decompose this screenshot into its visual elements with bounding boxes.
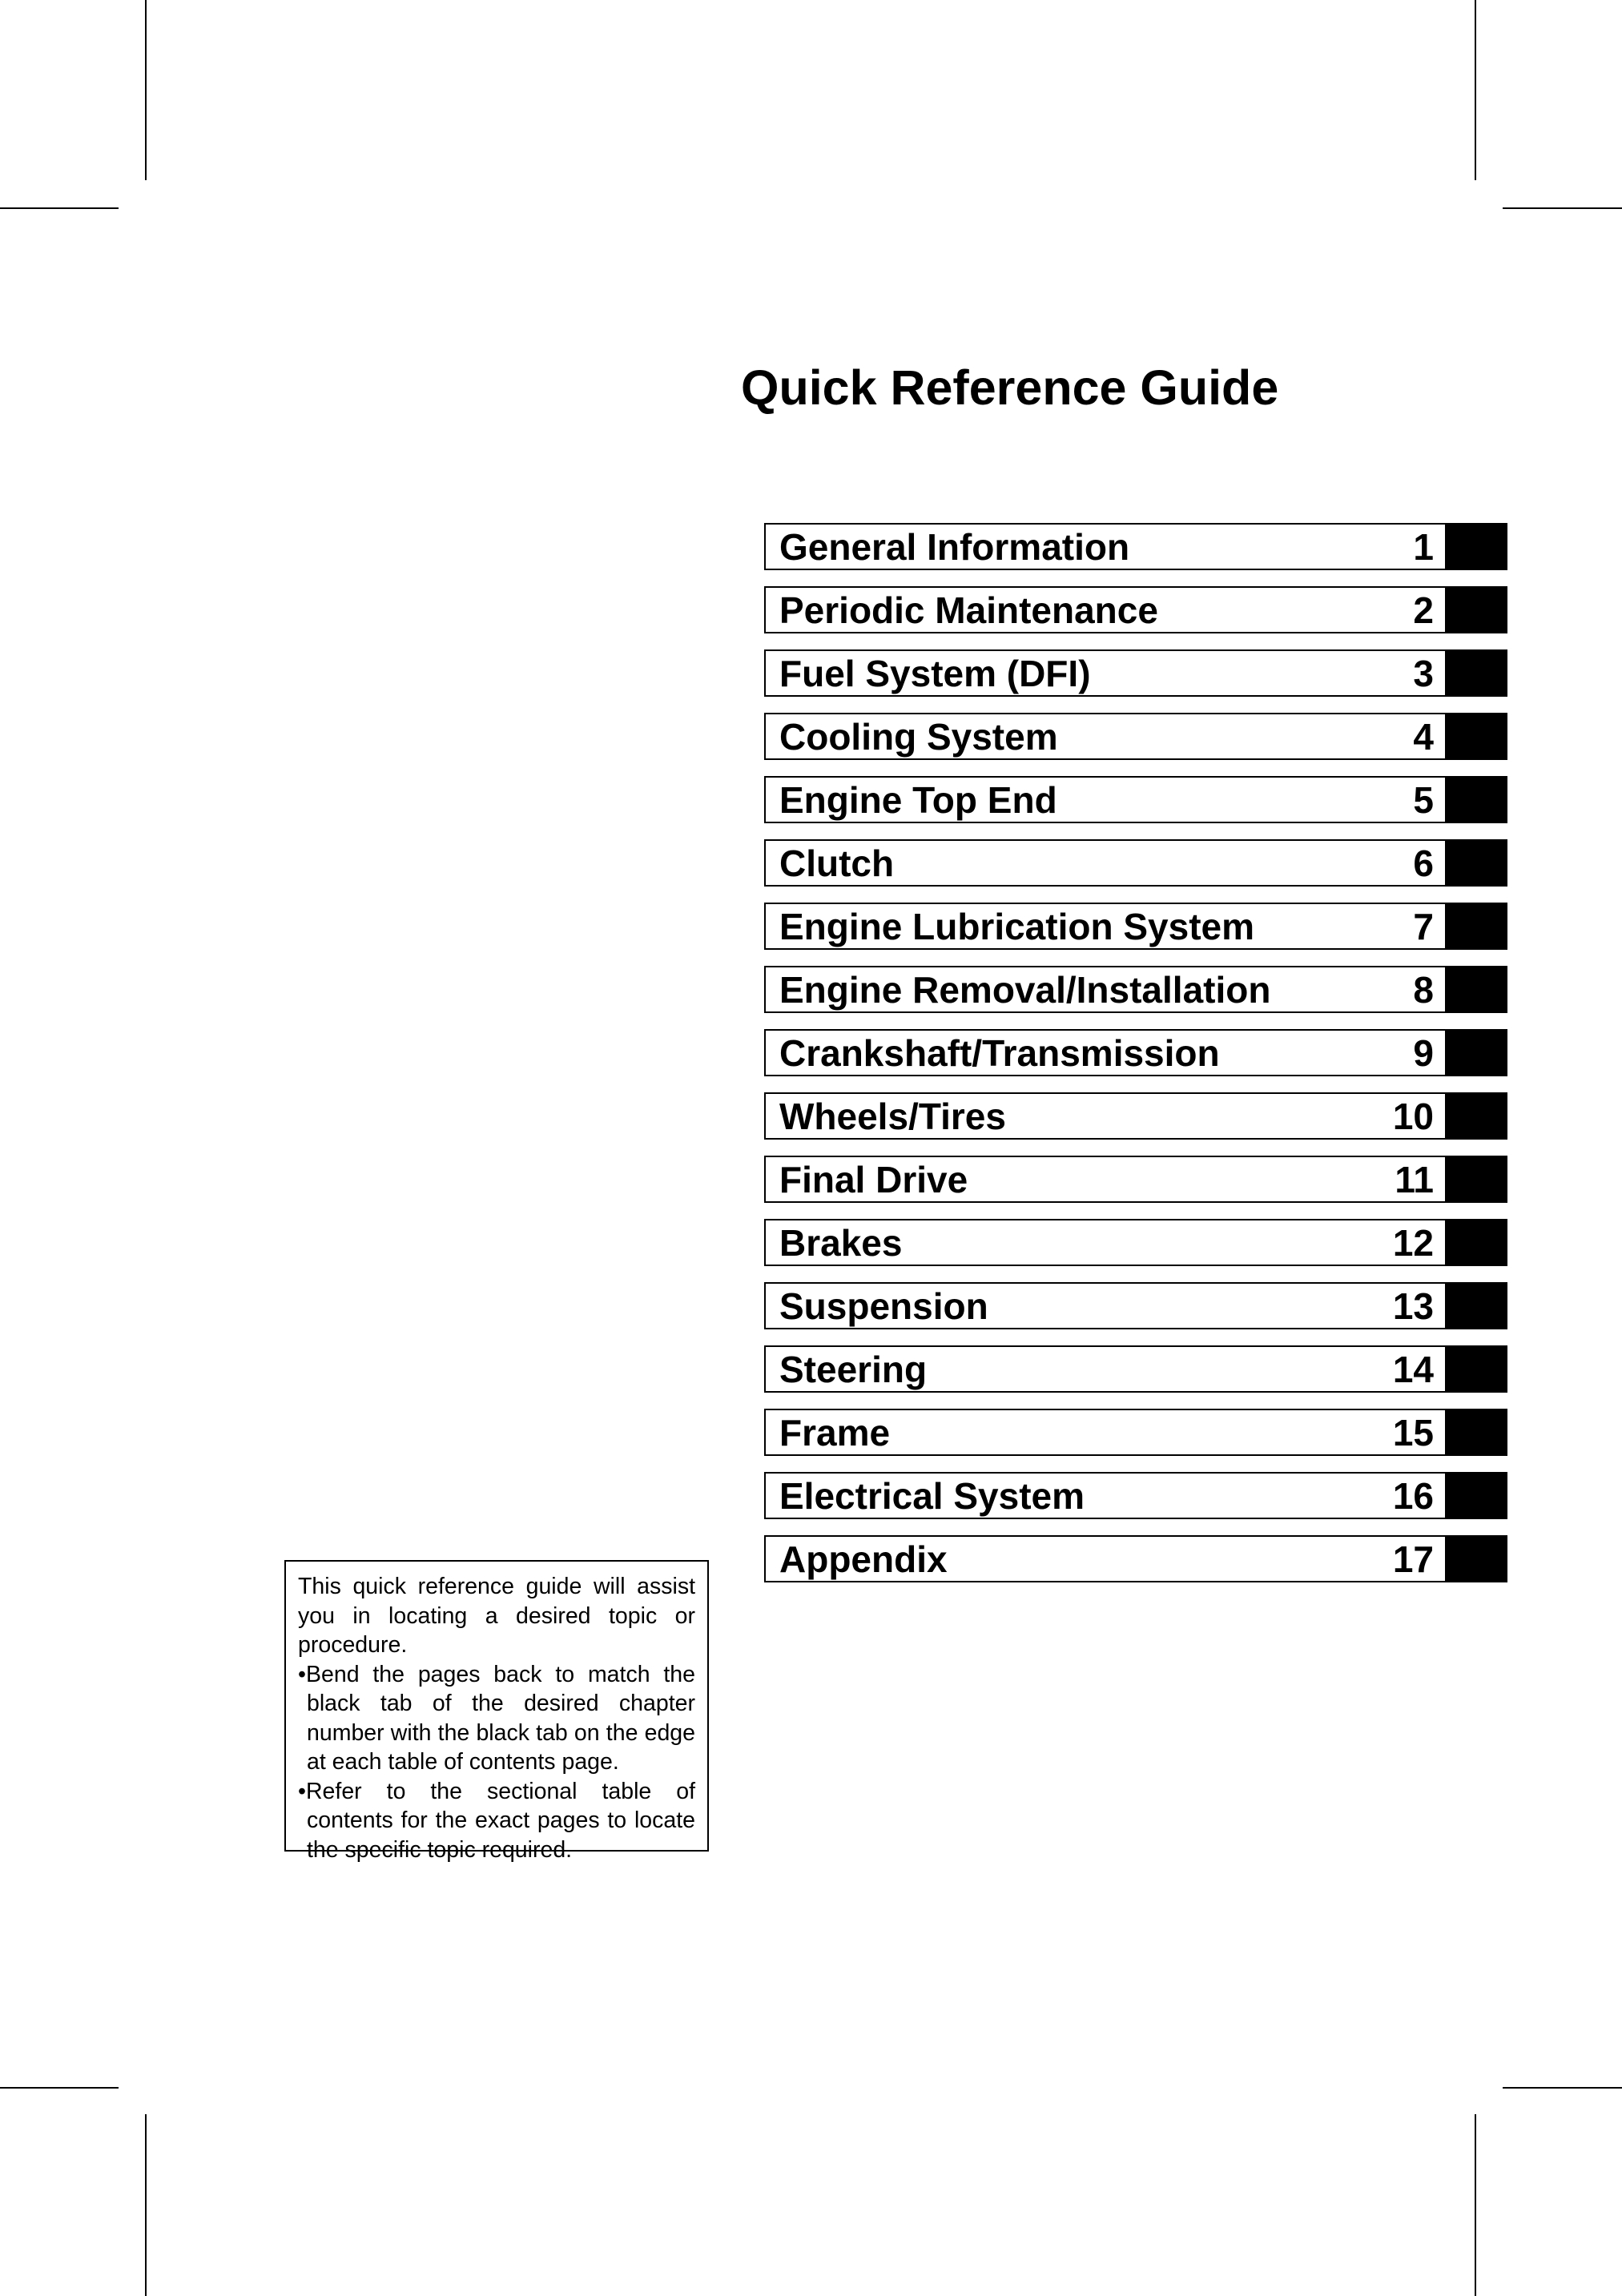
chapter-title: Engine Top End	[779, 779, 1057, 821]
chapter-title: Electrical System	[779, 1475, 1085, 1517]
chapter-tab	[1445, 713, 1507, 760]
crop-mark	[0, 207, 119, 209]
chapter-number: 16	[1392, 1475, 1434, 1517]
crop-mark	[145, 0, 147, 180]
chapter-row[interactable]	[764, 586, 1507, 633]
chapter-box	[764, 1092, 1447, 1140]
chapter-box	[764, 1029, 1447, 1076]
chapter-box	[764, 1472, 1447, 1519]
chapter-title: Suspension	[779, 1285, 988, 1327]
crop-mark	[1475, 2114, 1476, 2296]
chapter-tab	[1445, 1282, 1507, 1329]
chapter-box	[764, 839, 1447, 887]
instruction-bullet: •Refer to the sectional table of contents for the exact pages to locate the specific topic required.	[298, 1778, 695, 1863]
chapter-tab	[1445, 1409, 1507, 1456]
chapter-row[interactable]	[764, 1345, 1507, 1393]
chapter-title: Wheels/Tires	[779, 1096, 1006, 1137]
chapter-row[interactable]	[764, 649, 1507, 697]
chapter-tab	[1445, 776, 1507, 823]
chapter-tab	[1445, 1029, 1507, 1076]
crop-mark	[1475, 0, 1476, 180]
chapter-title: Engine Lubrication System	[779, 906, 1254, 947]
chapter-tab	[1445, 586, 1507, 633]
chapter-title: Steering	[779, 1349, 928, 1390]
chapter-tab	[1445, 966, 1507, 1013]
chapter-row[interactable]	[764, 1029, 1507, 1076]
chapter-tab	[1445, 1092, 1507, 1140]
instruction-box	[284, 1560, 709, 1863]
chapter-box	[764, 586, 1447, 633]
chapter-box	[764, 966, 1447, 1013]
chapter-row[interactable]	[764, 1472, 1507, 1519]
chapter-box	[764, 903, 1447, 950]
chapter-box	[764, 1156, 1447, 1203]
chapter-tab	[1445, 1345, 1507, 1393]
chapter-number: 5	[1413, 779, 1434, 821]
chapter-number: 17	[1392, 1538, 1434, 1580]
chapter-row[interactable]	[764, 1409, 1507, 1456]
chapter-tab	[1445, 1156, 1507, 1203]
chapter-number: 14	[1392, 1349, 1434, 1390]
chapter-title: Clutch	[779, 842, 895, 884]
chapter-number: 6	[1413, 842, 1434, 884]
chapter-tab	[1445, 1219, 1507, 1266]
chapter-row[interactable]	[764, 713, 1507, 760]
chapter-row[interactable]	[764, 839, 1507, 887]
chapter-box	[764, 1282, 1447, 1329]
chapter-tab	[1445, 1535, 1507, 1582]
chapter-tab	[1445, 649, 1507, 697]
crop-mark	[145, 2114, 147, 2296]
chapter-number: 4	[1413, 716, 1434, 758]
chapter-row[interactable]	[764, 523, 1507, 570]
chapter-row[interactable]	[764, 1535, 1507, 1582]
chapter-number: 10	[1392, 1096, 1434, 1137]
chapter-title: Final Drive	[779, 1159, 968, 1200]
chapter-row[interactable]	[764, 903, 1507, 950]
chapter-box	[764, 1345, 1447, 1393]
chapter-number: 1	[1413, 526, 1434, 568]
chapter-tab	[1445, 839, 1507, 887]
chapter-box	[764, 523, 1447, 570]
chapter-row[interactable]	[764, 1156, 1507, 1203]
chapter-row[interactable]	[764, 966, 1507, 1013]
instruction-intro: This quick reference guide will assist you in locating a desired topic or procedure.	[298, 1574, 695, 1658]
chapter-title: Periodic Maintenance	[779, 589, 1158, 631]
chapter-number: 11	[1395, 1159, 1434, 1200]
chapter-number: 13	[1392, 1285, 1434, 1327]
chapter-box	[764, 1409, 1447, 1456]
chapter-title: Brakes	[779, 1222, 903, 1264]
instruction-bullet: •Bend the pages back to match the black tab of the desired chapter number with the black tab on the edge at each table of contents page.	[298, 1661, 695, 1775]
chapter-title: Crankshaft/Transmission	[779, 1032, 1220, 1074]
chapter-number: 9	[1413, 1032, 1434, 1074]
chapter-tab	[1445, 1472, 1507, 1519]
chapter-box	[764, 776, 1447, 823]
crop-mark	[1503, 207, 1622, 209]
chapter-tab	[1445, 523, 1507, 570]
chapter-title: Cooling System	[779, 716, 1058, 758]
chapter-box	[764, 1535, 1447, 1582]
chapter-row[interactable]	[764, 1092, 1507, 1140]
chapter-number: 7	[1413, 906, 1434, 947]
chapter-row[interactable]	[764, 1219, 1507, 1266]
crop-mark	[1503, 2087, 1622, 2089]
chapter-title: Frame	[779, 1412, 891, 1454]
chapter-list	[764, 523, 1507, 1598]
chapter-number: 3	[1413, 653, 1434, 694]
chapter-row[interactable]	[764, 1282, 1507, 1329]
chapter-tab	[1445, 903, 1507, 950]
crop-mark	[0, 2087, 119, 2089]
chapter-number: 12	[1392, 1222, 1434, 1264]
chapter-number: 2	[1413, 589, 1434, 631]
chapter-box	[764, 713, 1447, 760]
chapter-title: Engine Removal/Installation	[779, 969, 1271, 1011]
chapter-title: Fuel System (DFI)	[779, 653, 1091, 694]
chapter-number: 8	[1413, 969, 1434, 1011]
chapter-box	[764, 1219, 1447, 1266]
page-title: Quick Reference Guide	[741, 360, 1279, 415]
chapter-number: 15	[1392, 1412, 1434, 1454]
chapter-title: Appendix	[779, 1538, 948, 1580]
chapter-box	[764, 649, 1447, 697]
chapter-row[interactable]	[764, 776, 1507, 823]
chapter-title: General Information	[779, 526, 1130, 568]
